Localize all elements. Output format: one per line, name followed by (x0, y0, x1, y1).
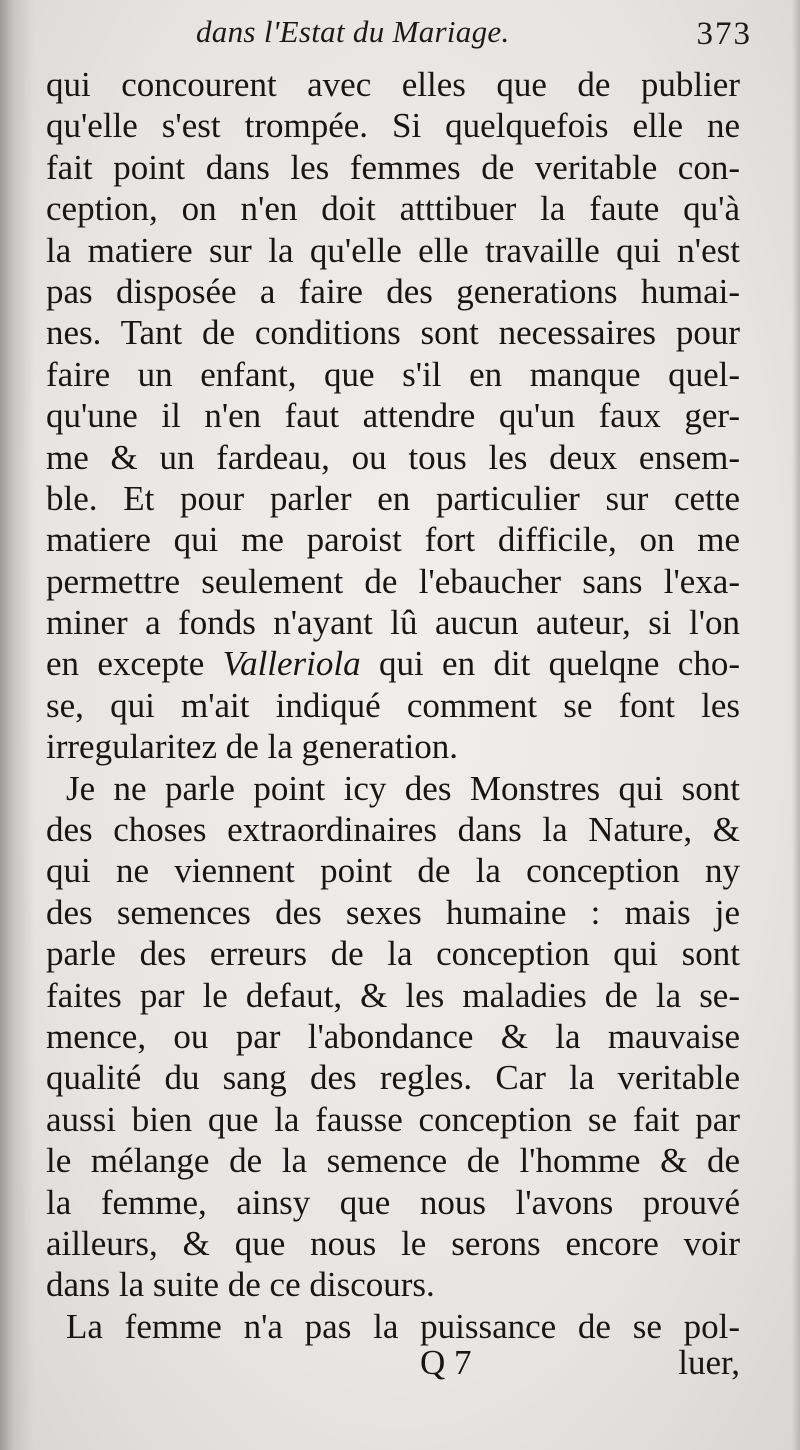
text-line: permettre seulement de l'ebaucher sans l'exa- (46, 561, 740, 601)
paragraph-end-line: dans la suite de ce discours. (46, 1265, 435, 1305)
text-line: des semences des sexes humaine : mais je (46, 892, 740, 932)
text-line: la matiere sur la qu'elle elle travaille qui n'est (46, 230, 740, 270)
page-number: 373 (696, 16, 752, 52)
text-line: qu'elle s'est trompée. Si quelquefois elle ne (46, 106, 740, 146)
page-header (44, 8, 752, 58)
text-line: fait point dans les femmes de veritable con- (46, 147, 740, 187)
text-line: aussi bien que la fausse conception se fait par (46, 1099, 740, 1139)
text-line-with-italic-name (46, 643, 740, 684)
text-line: mence, ou par l'abondance & la mauvaise (46, 1016, 740, 1056)
line-text-after: qui en dit quelqne cho- (360, 644, 740, 684)
text-line: parle des erreurs de la conception qui sont (46, 934, 740, 974)
signature-mark: Q 7 (420, 1343, 472, 1382)
text-line: se, qui m'ait indiqué comment se font les (46, 685, 740, 725)
body-text (46, 64, 740, 1347)
text-line: me & un fardeau, ou tous les deux ensem- (46, 437, 740, 477)
text-line: miner a fonds n'ayant lû aucun auteur, si l'on (46, 603, 740, 643)
page-footer (46, 1343, 740, 1389)
text-line: qui concourent avec elles que de publier (46, 65, 740, 104)
paragraph-end-line: irregularitez de la generation. (46, 727, 459, 767)
text-line: faites par le defaut, & les maladies de la se- (46, 975, 740, 1015)
text-line: le mélange de la semence de l'homme & de (46, 1141, 740, 1181)
running-head: dans l'Estat du Mariage. (196, 14, 510, 49)
text-line: faire un enfant, que s'il en manque quel- (46, 354, 740, 394)
italic-author-name: Valleriola (222, 644, 361, 684)
text-line: ailleurs, & que nous le serons encore voir (46, 1223, 740, 1263)
text-line: pas disposée a faire des generations humai- (46, 271, 740, 311)
catchword: luer, (678, 1343, 740, 1382)
text-line: matiere qui me paroist fort difficile, on me (46, 520, 740, 560)
gutter-shadow (0, 0, 34, 1450)
text-line: ception, on n'en doit atttibuer la faute qu'à (46, 189, 740, 229)
text-line: qu'une il n'en faut attendre qu'un faux ger- (46, 396, 740, 436)
text-line: qualité du sang des regles. Car la veritable (46, 1058, 740, 1098)
text-line: qui ne viennent point de la conception ny (46, 851, 740, 891)
line-text-before: en excepte (46, 644, 223, 684)
page-edge-shadow (792, 0, 800, 1450)
paragraph-start-line: Je ne parle point icy des Monstres qui sont (66, 768, 740, 808)
text-line: ble. Et pour parler en particulier sur cette (46, 478, 740, 518)
text-line: nes. Tant de conditions sont necessaires pour (46, 313, 740, 353)
text-line: des choses extraordinaires dans la Nature, & (46, 810, 740, 850)
paragraph-start-line: La femme n'a pas la puissance de se pol- (66, 1306, 740, 1346)
text-line: la femme, ainsy que nous l'avons prouvé (46, 1182, 740, 1222)
